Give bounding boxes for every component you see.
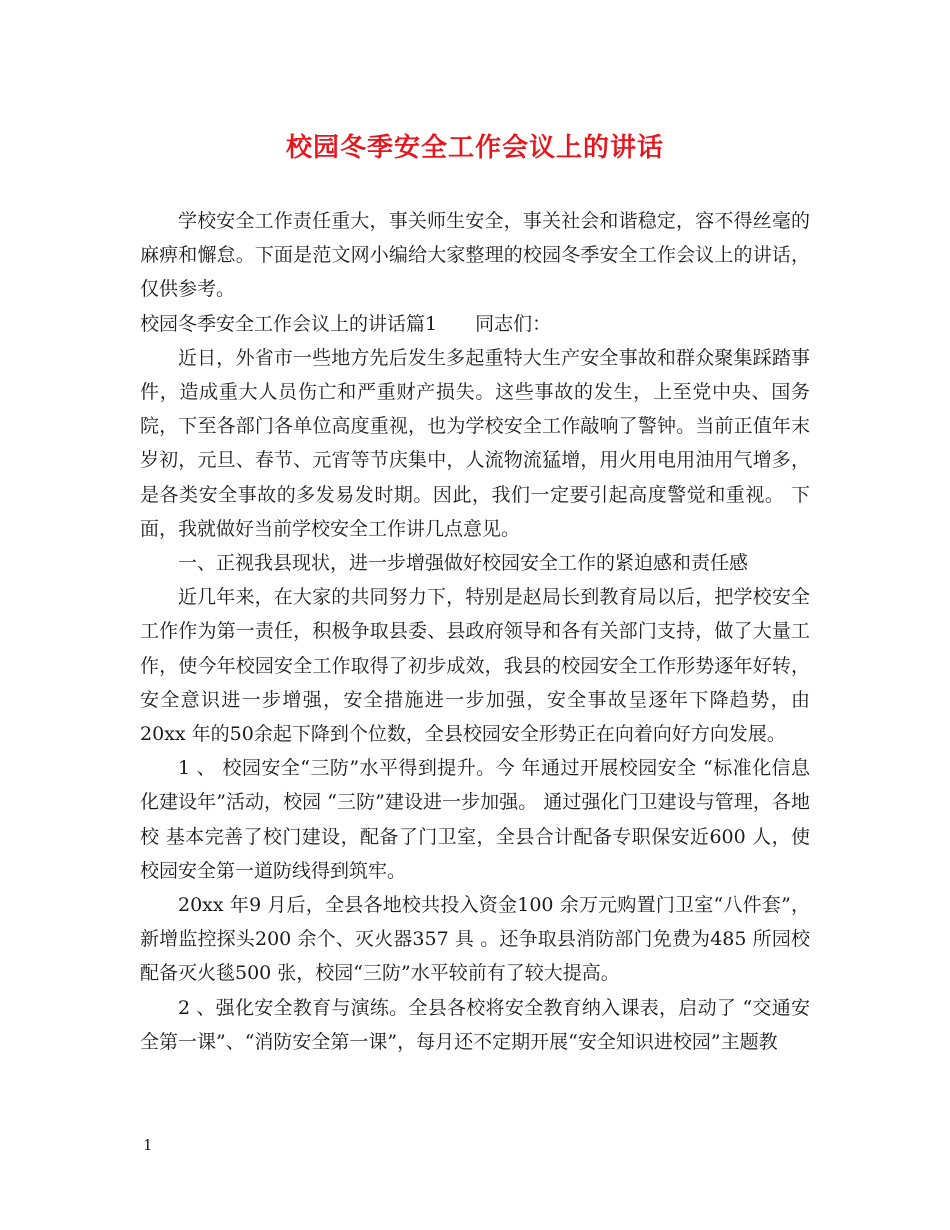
- paragraph-recent-events: 近日，外省市一些地方先后发生多起重特大生产安全事故和群众聚集踩踏事件，造成重大人员伤亡和严重财产损失。这些事故的发生，上至党中央、国务院，下至各部门各单位高度重视，也为学校安全工作敲响了警钟。当前正值年末岁初，元旦、春节、元宵等节庆集中，人流物流猛增，用火用电用油用气增多，是各类安全事故的多发易发时期。因此，我们一定要引起高度警觉和重视。 下面，我就做好当前学校安全工作讲几点意见。: [140, 346, 810, 540]
- paragraph-point-one: 1 、 校园安全“三防”水平得到提升。今 年通过开展校园安全 “标准化信息化建设年”活动，校园 “三防”建设进一步加强。 通过强化门卫建设与管理，各地校 基本完善了校门建设，配备了门卫室，全县合计配备专职保安近600 人，使校园安全第一道防线得到筑牢。: [140, 757, 810, 882]
- page-number: 1: [143, 1136, 153, 1154]
- paragraph-recent-years: 近几年来，在大家的共同努力下，特别是赵局长到教育局以后，把学校安全工作作为第一责任，积极争取县委、县政府领导和各有关部门支持，做了大量工作，使今年校园安全工作取得了初步成效，我县的校园安全工作形势逐年好转，安全意识进一步增强，安全措施进一步加强，安全事故呈逐年下降趋势，由20xx 年的50余起下降到个位数，全县校园安全形势正在向着向好方向发展。: [140, 586, 810, 746]
- document-title: 校园冬季安全工作会议上的讲话: [285, 133, 664, 163]
- paragraph-speech-heading: 校园冬季安全工作会议上的讲话篇1 同志们：: [140, 312, 552, 335]
- section-heading-one: 一、正视我县现状，进一步增强做好校园安全工作的紧迫感和责任感: [178, 552, 749, 575]
- paragraph-investment: 20xx 年9 月后，全县各地校共投入资金100 余万元购置门卫室“八件套”，新增监控探头200 余个、灭火器357 具 。还争取县消防部门免费为485 所园校配备灭火毯500 张，校园“三防”水平较前有了较大提高。: [140, 894, 810, 985]
- paragraph-point-two: 2 、强化安全教育与演练。全县各校将安全教育纳入课表，启动了 “交通安全第一课”、“消防安全第一课”，每月还不定期开展“安全知识进校园”主题教: [140, 996, 810, 1053]
- document-body: [140, 204, 810, 1059]
- paragraph-intro: 学校安全工作责任重大，事关师生安全，事关社会和谐稳定，容不得丝毫的麻痹和懈怠。下面是范文网小编给大家整理的校园冬季安全工作会议上的讲话，仅供参考。: [140, 210, 810, 301]
